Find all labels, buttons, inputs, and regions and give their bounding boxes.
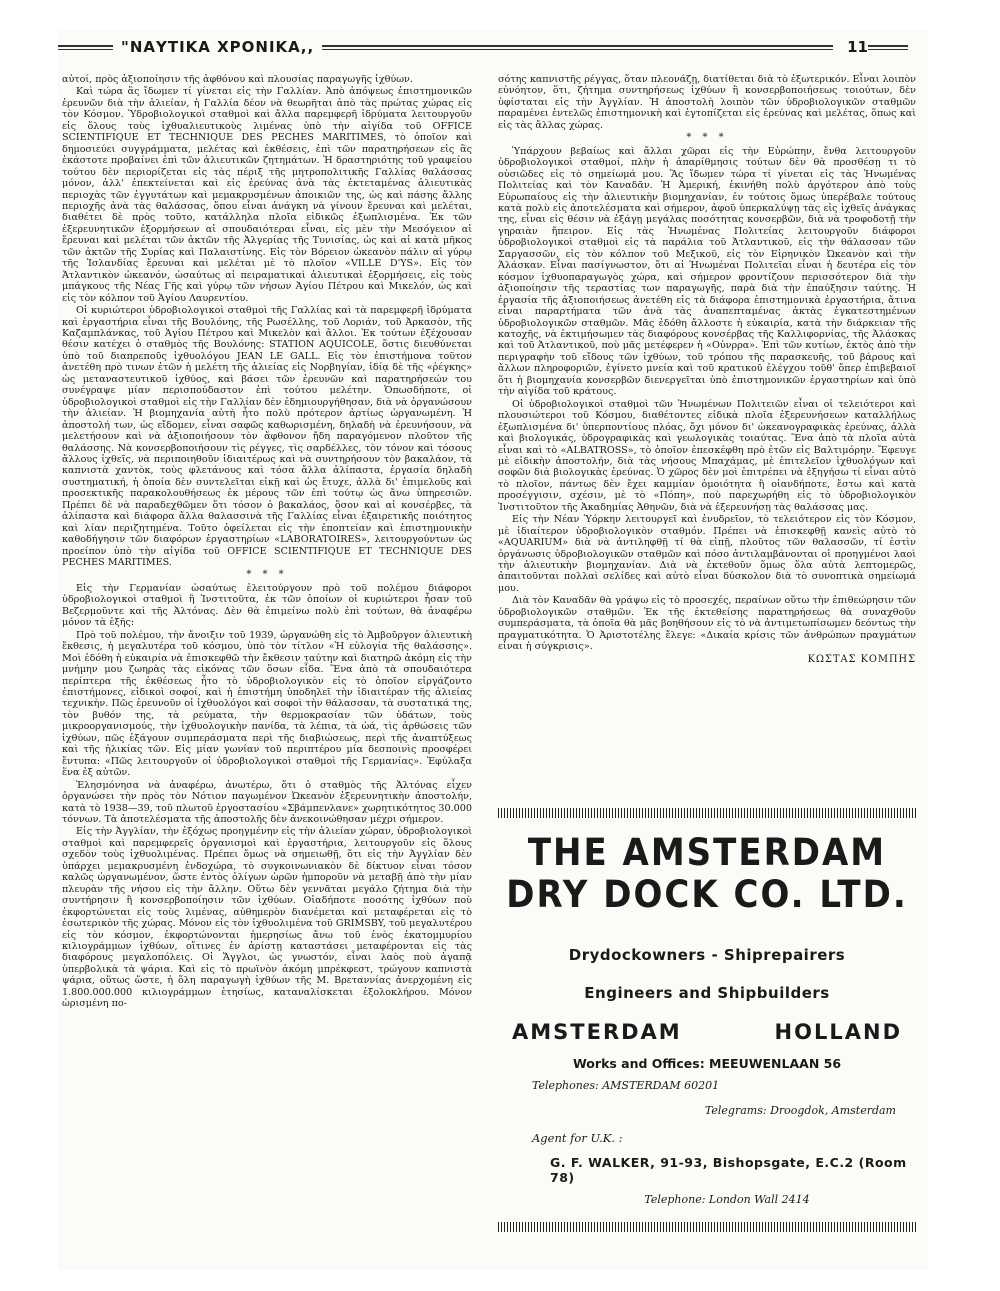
page-header [58,36,908,58]
right-column [498,74,916,666]
section-separator: * * * [686,132,728,144]
ad-city: AMSTERDAM [512,1020,682,1044]
header-rule-left [58,45,113,50]
article-paragraph: Ἐλησμόνησα νὰ ἀναφέρω, ἀνωτέρω, ὅτι ὁ σταθμὸς τῆς Ἀλτόνας εἶχεν ὀργανώσει τὴν πρὸς τὸν Νότιον παγωμένον Ὠκεανὸν ἐξερευνητικὴν ἀποστολήν, κατὰ τὸ 1938—39, τοῦ πλωτοῦ ἐργοστασίου «Σβάμπενλανε» χωρητικότητος 30.000 τόννων. Τὰ ἀποτελέσματα τῆς ἀποστολῆς δὲν ἀνεκοινώθησαν μέχρι σήμερον. [62,779,472,825]
left-column [62,74,472,1011]
page-number: 11 [847,38,868,56]
article-paragraph: Καὶ τώρα ἂς ἴδωμεν τί γίνεται εἰς τὴν Γαλλίαν. Ἀπὸ ἀπόψεως ἐπιστημονικῶν ἐρευνῶν διὰ τὴν ἁλιείαν, ἡ Γαλλία δέον νὰ θεωρῆται ἀπὸ τὰς πρώτας χώρας εἰς τὸν Κόσμον. Ὑδροβιολογικοὶ σταθμοὶ καὶ ἄλλα παρεμφερῆ ἱδρύματα λειτουργοῦν εἰς ὅλους τοὺς ἰχθυαλιευτικοὺς λιμένας ὑπὸ τὴν αἰγίδα τοῦ OFFICE SCIENTIFIQUE ET TECHNIQUE DES PECHES MARITIMES, τὸ ὁποῖον καὶ δημοσιεύει συγγράμματα, μελέτας καὶ ἐκθέσεις, ἐπὶ τῶν παρατηρήσεων εἰς ἃς ἑκάστοτε προβαίνει ἐπὶ τῶν ἁλιευτικῶν ζητημάτων. Ἡ δραστηριότης τοῦ γραφείου τούτου δὲν περιορίζεται εἰς τὰς πέριξ τῆς μητροπολιτικῆς Γαλλίας θαλάσσας μόνον, ἀλλ' ἐπεκτείνεται καὶ εἰς ἐρεύνας ἀνὰ τὰς ἐκτεταμένας ἁλιευτικὰς περιοχὰς τῶν ἐγγυτάτων καὶ μεμακρυσμένων ἀποικιῶν της, ὡς καὶ πάσης ἄλλης περιοχῆς ἀνὰ τὰς θαλάσσας, ὅπου εἶναι ἀνάγκη νὰ γίνουν ἔρευναι καὶ μελέται, διαθέτει δὲ πρὸς τοῦτο, κατάλληλα πλοῖα εἰδικῶς ἐξωπλισμένα. Ἐκ τῶν ἐξερευνητικῶν ἐξορμήσεων αἱ σπουδαιότεραι εἶναι, εἰς μὲν τὴν Μεσόγειον αἱ ἔρευναι καὶ μελέται τῶν ἀκτῶν τῆς Ἀλγερίας τῆς Τυνισίας, ὡς καὶ αἱ κατὰ μῆκος τῶν ἀκτῶν τῆς Συρίας καὶ Παλαιστίνης. Εἰς τὸν Βόρειον ὠκεανὸν πάλιν αἱ γύρῳ τῆς Ἰσλανδίας ἔρευναι καὶ μελέται μὲ τὸ πλοῖον «VILLE D'YS». Εἰς τὸν Ἀτλαντικὸν ὠκεανόν, ὡσαύτως αἱ πειραματικαὶ ἁλιευτικαὶ ἐξορμήσεις, εἰς τοὺς μπάγκους τῆς Νέας Γῆς καὶ γύρῳ τῶν νήσων Ἁγίου Πέτρου καὶ Μικελόν, ὡς καὶ εἰς τὸν κόλπον τοῦ Ἁγίου Λαυρεντίου. [62,86,472,304]
header-rule-right [868,45,908,50]
author-signature: ΚΩΣΤΑΣ ΚΟΜΠΗΣ [807,653,916,665]
ad-works-address: Works and Offices: MEEUWENLAAN 56 [572,1056,842,1071]
ad-telephones: Telephones: AMSTERDAM 60201 [532,1079,720,1092]
article-paragraph: Πρὸ τοῦ πολέμου, τὴν ἄνοιξιν τοῦ 1939, ὠργανώθη εἰς τὸ Ἀμβοῦργον ἁλιευτικὴ ἔκθεσις, ἡ μεγαλυτέρα τοῦ κόσμου, ὑπὸ τὸν τίτλον «Ἡ εὐλογία τῆς θαλάσσης». Μοὶ ἐδόθη ἡ εὐκαιρία νὰ ἐπισκεφθῶ τὴν ἔκθεσιν ταύτην καὶ διατηρῶ ἀκόμη εἰς τὴν μνήμην μου ζωηρὰς τὰς εἰκόνας τῶν ὅσων εἶδα. Ἕνα ἀπὸ τὰ σπουδαιότερα περίπτερα τῆς ἐκθέσεως ἦτο τὸ ὑδροβιολογικὸν εἰς τὸ ὁποῖον εἰργάζοντο ἐπιστήμονες, εἰδικοὶ σοφοί, καὶ ἡ ἐπιστήμη ὑποδηλεῖ τὴν ἰδιαιτέραν τῆς ἁλιείας τεχνικὴν. Πῶς ἐρευνοῦν οἱ ἰχθυολόγοι καὶ σοφοὶ τὴν θάλασσαν, τὰ συστατικά της, τὸν βυθόν της, τὰ ρεύματα, τὴν θερμοκρασίαν τῶν ὑδάτων, τοὺς μικροοργανισμούς, τὴν ἰχθυολογικὴν πανίδα, τὰ λέπια, τὰ ὠά, τὶς ἀρθώσεις τῶν ἰχθύων, πῶς ἐξάγουν συμπεράσματα περὶ τῆς διαβιώσεως, περὶ τῆς ἀναπτύξεως καὶ τῆς ἡλικίας τῶν. Εἰς μίαν γωνίαν τοῦ περιπτέρου μία δεσποινὶς προσφέρει ἔντυπα: «Πῶς λειτουργοῦν οἱ ὑδροβιολογικοὶ σταθμοὶ τῆς Γερμανίας». Ἐφύλαξα ἕνα ἐξ αὐτῶν. [62,629,472,779]
ad-border-top [498,808,916,818]
ad-telegrams: Telegrams: Droogdok, Amsterdam [704,1104,896,1117]
article-paragraph: Οἱ κυριώτεροι ὑδροβιολογικοὶ σταθμοὶ τῆς Γαλλίας καὶ τὰ παρεμφερῆ ἱδρύματα καὶ ἐργαστήρια εἶναι τῆς Βουλόνης, τῆς Ρωσέλλης, τοῦ Λοριάν, τοῦ Ἀρκασὸν, τῆς Καζαμπλάνκας, τοῦ Ἁγίου Πέτρου καὶ Μικελὸν καὶ ἄλλοι. Ἐκ τούτων ἐξέχουσαν θέσιν κατέχει ὁ σταθμὸς τῆς Βουλόνης: STATION AQUICOLE, ὅστις διευθύνεται ὑπὸ τοῦ διαπρεποῦς ἰχθυολόγου JEAN LE GALL. Εἰς τὸν ἐπιστήμονα τοῦτον ἀνετέθη πρὸ τινων ἐτῶν ἡ μελέτη τῆς ἁλιείας εἰς Νορβηγίαν, ἰδίᾳ δὲ τῆς «ῥέγκης» ὡς μεταναστευτικοῦ ἰχθύος, καὶ βάσει τῶν ἐρευνῶν καὶ παρατηρήσεών του συνέγραψε μίαν περισπούδαστον ἐπὶ τούτου μελέτην. Ὁπωσδήποτε, οἱ ὑδροβιολογικοὶ σταθμοὶ εἰς τὴν Γαλλίαν δὲν ἐδημιουργήθησαν, διὰ νὰ ὀργανώσουν τὴν ἁλιείαν. Ἡ βιομηχανία αὐτὴ ἦτο πολὺ πρότερον ἀρτίως ὠργανωμένη. Ἡ ἀποστολή των, ὡς εἴδομεν, εἶναι σαφῶς καθωρισμένη, δηλαδὴ νὰ ἐρευνήσουν, νὰ μελετήσουν καὶ νὰ ἀξιοποιήσουν τὸν ἄφθονον ἤδη παραγόμενον πλοῦτον τῆς θαλάσσης. Νὰ κονσερβοποιήσουν τὶς ρέγγες, τὶς σαρδέλλες, τὸν τόνον καὶ τόσους ἄλλους ἰχθεῖς, νὰ περιποιηθοῦν ἰδιαιτέρως καὶ νὰ συντηρήσουν τὸν βακαλάον, τὰ καπνιστὰ χαντὸκ, τοὺς φλετάνους καὶ τόσα ἄλλα ἁλίπαστα, ἐργασία δηλαδὴ συστηματική, ἡ ὁποία δὲν συντελεῖται εἰκῇ καὶ ὡς ἔτυχε, ἀλλὰ δι' ἐπιμελοῦς καὶ προσεκτικῆς παρακολουθήσεως ἐκ μέρους τῶν ἐπὶ τούτῳ ὡς ἄνω ὑπηρεσιῶν. Πρέπει δὲ νὰ παραδεχθῶμεν ὅτι τόσον ὁ βακαλάος, ὅσον καὶ αἱ κονσέρβες, τὰ ἁλίπαστα καὶ διάφορα ἄλλα θαλασσινὰ τῆς Γαλλίας εἶναι ἐξαιρετικῆς ποιότητος καὶ λίαν περιζητημένα. Τοῦτο ὀφείλεται εἰς τὴν ἐποπτείαν καὶ ἐπιστημονικὴν καθοδήγησιν τῶν διαφόρων ἐργαστηρίων «LABORATOIRES», λειτουργούντων ὡς προείπον ὑπὸ τὴν αἰγίδα τοῦ OFFICE SCIENTIFIQUE ET TECHNIQUE DES PECHES MARITIMES. [62,305,472,569]
article-paragraph: Εἰς τὴν Ἀγγλίαν, τὴν ἐξόχως προηγμένην εἰς τὴν ἁλιείαν χώραν, ὑδροβιολογικοὶ σταθμοὶ καὶ παρεμφερεῖς ὀργανισμοὶ καὶ ἐργαστήρια, λειτουργοῦν εἰς ὅλους σχεδὸν τοὺς ἰχθυολιμένας. Πρέπει ὅμως νὰ σημειωθῇ, ὅτι εἰς τὴν Ἀγγλίαν δὲν ὑπάρχει μεμακρυσμένη ἐνδοχώρα, τὸ συγκοινωνιακὸν δὲ δίκτυον εἶναι τόσον καλῶς ὠργανωμένον, ὥστε ἐντὸς ὀλίγων ὡρῶν ἠμποροῦν νὰ μεταβῇ ἀπὸ τὴν μίαν πλευρὰν τῆς νήσου εἰς τὴν ἄλλην. Οὕτω δὲν γεννᾶται μεγάλο ζήτημα διὰ τὴν συντήρησιν ἢ κονσερβοποίησιν τῶν ἰχθύων. Οἱαδήποτε ποσότης ἰχθύων ποὺ ἐκφορτώνεται εἰς τοὺς λιμένας, αὐθημερὸν διανέμεται καὶ μεταφέρεται εἰς τὸ ἐσωτερικὸν τῆς χώρας. Μόνον εἰς τὸν ἰχθυολιμένα τοῦ GRIMSBY, τοῦ μεγαλυτέρου εἰς τὸν κόσμον, ἐκφορτώνονται ἡμερησίως ἄνω τοῦ ἑνὸς ἑκατομμυρίου κιλιογράμμων ἰχθύων, οἵτινες ἐν ἀρίστῃ καταστάσει μεταφέρονται εἰς τὰς διαφόρους μεγαλοπόλεις. Οἱ Ἄγγλοι, ὡς γνωστόν, εἶναι λαὸς ποὺ ἀγαπᾷ ὑπερβολικὰ τὰ ψάρια. Καὶ εἰς τὸ πρωϊνὸν ἀκόμη μπρέκφεστ, τρώγουν καπνιστὰ ψάρια, οὕτως ὥστε, ἡ ὅλη παραγωγὴ ἰχθύων τῆς Μ. Βρεταννίας ἀνερχομένη εἰς 1.800.000.000 κιλιογράμμων ἐτησίως, καταναλίσκεται ἐξολοκλήρου. Μόνον ὡρισμένη πο- [62,826,472,1010]
section-separator: * * * [246,569,288,581]
ad-tagline-2: Engineers and Shipbuilders [584,984,830,1002]
ad-tagline-1: Drydockowners - Shiprepairers [568,946,846,964]
article-paragraph: Εἰς τὴν Νέαν Ὑόρκην λειτουργεῖ καὶ ἐνυδρεῖον, τὸ τελειότερον εἰς τὸν Κόσμον, μὲ ἰδιαίτερον ὑδροβιολογικὸν σταθμόν. Πρέπει νὰ ἐπισκεφθῇ κανεὶς αὐτὸ τὸ «AQUARIUM» διὰ νὰ ἀντιληφθῇ τί θὰ εἰπῇ, πλοῦτος τῶν θαλασσῶν, τί ἐστὶν ὀργάνωσις ὑδροβιολογικῶν σταθμῶν καὶ πόσο ἀντιλαμβάνονται οἱ προηγμένοι λαοὶ τὴν ἁλιευτικὴν βιομηχανίαν. Διὰ νὰ ἐκτεθοῦν ὅμως ὅλα αὐτὰ λεπτομερῶς, ἀπαιτοῦνται πολλαὶ σελίδες καὶ αὐτὸ εἶναι δύσκολον διὰ τὸ συνοπτικὰ σημείωμά μου. [498,514,916,594]
ad-agent-label: Agent for U.K. : [532,1131,623,1145]
article-paragraph: Οἱ ὑδροβιολογικοὶ σταθμοὶ τῶν Ἡνωμένων Πολιτειῶν εἶναι οἱ τελειότεροι καὶ πλουσιώτεροι τοῦ Κόσμου, διαθέτοντες εἰδικὰ πλοῖα ἐξερευνήσεων καταλλήλως ἐξωπλισμένα δι' ὑπερποντίους πλόας, ὄχι μόνον δι' ὠκεανογραφικὰς ἐρεύνας, ἀλλὰ καὶ βιολογικάς, ὑδρογραφικὰς καὶ γεωλογικὰς τοιαύτας. Ἕνα ἀπὸ τὰ πλοῖα αὐτὰ εἶναι καὶ τὸ «ALBATROSS», τὸ ὁποῖον ἐπεσκέφθη πρὸ ἐτῶν εἰς Βαλτιμόρην. Ἔφευγε μὲ εἰδικὴν ἀποστολήν, διὰ τὰς νήσους Μπαχάμας, μὲ ἐπιτελεῖον ἰχθυολόγων καὶ σοφῶν διὰ βιολογικὰς ἐρεύνας. Ὁ χῶρος δὲν μοὶ ἐπιτρέπει νὰ ἐξηγήσω τί εἶναι αὐτὸ τὸ πλοῖον, πάντως δὲν ἔχει καμμίαν ὁμοιότητα ἢ οἱανδήποτε, ἔστω καὶ κατὰ προσέγγισιν, σχέσιν, μὲ τὸ «Πόπη», ποὺ παρεχωρήθη εἰς τὸ ὑδροβιολογικὸν Ἰνστιτοῦτον τῆς Ἀκαδημίας Ἀθηνῶν, διὰ νὰ ἐξερευνήσῃ τὰς θαλάσσας μας. [498,398,916,513]
article-paragraph: Εἰς τὴν Γερμανίαν ὡσαύτως ἐλειτούργουν πρὸ τοῦ πολέμου διάφοροι ὑδροβιολογικοὶ σταθμοὶ ἢ Ἰνστιτοῦτα, ἐκ τῶν ὁποίων οἱ κυριώτεροι ἦσαν τοῦ Βεζερμοῦντε καὶ τῆς Ἀλτόνας. Δὲν θὰ ἐπιμείνω πολὺ ἐπὶ τούτων, θὰ ἀναφέρω μόνον τὰ ἑξῆς: [62,582,472,629]
amsterdam-dry-dock-advertisement [498,808,916,1238]
ad-border-bottom [498,1222,916,1232]
newspaper-page [58,30,928,1270]
article-paragraph: Διὰ τὸν Καναδᾶν θὰ γράψω εἰς τὸ προσεχές, περαίνων οὕτω τὴν ἐπιθεώρησιν τῶν ὑδροβιολογικῶν σταθμῶν. Ἐκ τῆς ἐκτεθείσης παρατηρήσεως θὰ συναχθοῦν συμπεράσματα, τὰ ὁποῖα θὰ μᾶς βοηθήσουν εἰς τὸ νὰ ἀντιμετωπίσωμεν δεόντως τὴν πραγματικότητα. Ὁ Ἀριστοτέλης ἔλεγε: «Δικαία κρίσις τῶν ἀνθρώπων πραγμάτων εἶναι ἡ σύγκρισις». [498,595,916,653]
ad-location-row [498,1020,916,1044]
article-paragraph: σότης καπνιστῆς ρέγγας, ὅταν πλεονάζῃ, διατίθεται διὰ τὸ ἐξωτερικόν. Εἶναι λοιπὸν εὐνόητον, ὅτι, ζήτημα συντηρήσεως ἰχθύων ἢ κονσερβοποιήσεως τοιούτων, δὲν ὑφίσταται εἰς τὴν Ἀγγλίαν. Ἡ ἀποστολὴ λοιπὸν τῶν ὑδροβιολογικῶν σταθμῶν παραμένει ἐντελῶς ἐπιστημονικὴ καὶ ἐγτοπίζεται εἰς ἐρεύνας καὶ μελέτας, ὅπως καὶ εἰς τὰς ἄλλας χώρας. [498,74,916,131]
ad-company-name-line2: DRY DOCK CO. LTD. [506,873,908,917]
article-paragraph: Ὑπάρχουν βεβαίως καὶ ἄλλαι χῶραι εἰς τὴν Εὐρώπην, ἔνθα λειτουργοῦν ὑδροβιολογικοὶ σταθμοί, πλὴν ἡ ἀπαρίθμησις τούτων δὲν θὰ προσθέσῃ τι τὸ οὐσιῶδες εἰς τὸ σημείωμά μου. Ἂς ἴδωμεν τώρα τί γίνεται εἰς τὰς Ἡνωμένας Πολιτείας καὶ τὸν Καναδᾶν. Ἡ Ἀμερική, ἐκινήθη πολὺ ἀργότερον ἀπὸ τοὺς Εὐρωπαίους εἰς τὴν ἁλιευτικὴν βιομηχανίαν, ἐν τούτοις ὅμως ὑπερέβαλε τούτους κατὰ πολὺ εἰς ἀποτελέσματα καὶ σήμερον, ἀφοῦ ὑπερκαλύψῃ τὰς εἰς ἰχθεῖς ἀνάγκας της, εἶναι εἰς θέσιν νὰ ἐξάγῃ μεγάλας ποσότητας κονσερβῶν, διὰ νὰ τροφοδοτῇ τὴν γηραιὰν ἤπειρον. Εἰς τὰς Ἡνωμένας Πολιτείας λειτουργοῦν διάφοροι ὑδροβιολογικοὶ σταθμοὶ εἰς τὰ παράλια τοῦ Ἀτλαντικοῦ, εἰς τὴν θάλασσαν τῶν Σαργασσῶν, εἰς τὸν κόλπον τοῦ Μεξικοῦ, εἰς τὸν Εἰρηνικὸν Ὠκεανὸν καὶ τὴν Ἀλάσκαν. Εἶναι πασίγνωστον, ὅτι αἱ Ἡνωμέναι Πολιτεῖαι εἶναι ἡ δευτέρα εἰς τὸν κόσμον ἰχθυοπαραγωγὸς χώρα, καὶ σήμερον φροντίζουν περισσότερον διὰ τὴν ἀξιοποίησιν τῆς τεραστίας των παραγωγῆς, παρὰ διὰ τὴν ἐπαύξησιν ταύτης. Ἡ ἐργασία τῆς ἀξιοποιήσεως ἀνετέθη εἰς τὰ διάφορα ἐπιστημονικὰ ἐργαστήρια, ἅτινα εἶναι παραρτήματα τῶν ἀνὰ τὰς ἀναπεπταμένας ἀκτὰς ἐγκατεστημένων ὑδροβιολογικῶν σταθμῶν. Μᾶς ἐδόθη ἄλλοστε ἡ εὐκαιρία, κατὰ τὴν διάρκειαν τῆς κατοχῆς, νὰ ἐκτιμήσωμεν τὰς διαφόρους κονσέρβας τῆς Καλλιφορνίας, τῆς Ἀλάσκας καὶ τοῦ Ἀτλαντικοῦ, ποὺ μᾶς μετέφερεν ἡ «Οὐνρρα». Ἐπὶ τῶν κυτίων, ἐκτὸς ἀπὸ τὴν περιγραφὴν τοῦ εἴδους τῶν ἰχθύων, τοῦ τρόπου τῆς παρασκευῆς, τοῦ βάρους καὶ ἄλλων πληροφοριῶν, ἐγίνετο μνεία καὶ τοῦ κρατικοῦ ἐλέγχου τοῦθ' ὅπερ ἐπιβεβαιοῖ ὅτι ἡ βιομηχανία κονσερβῶν διενεργεῖται ὑπὸ ἐπιστημονικῶν ἐργαστηρίων καὶ ὑπὸ τὴν αἰγίδα τοῦ κράτους. [498,145,916,398]
journal-title: "ΝΑΥΤΙΚΑ ΧΡΟΝΙΚΑ,, [121,38,315,56]
ad-company-name-line1: THE AMSTERDAM [527,831,887,875]
header-rule-middle [322,45,833,50]
ad-agent-address: G. F. WALKER, 91-93, Bishopsgate, E.C.2 (Room 78) [550,1155,907,1185]
ad-agent-telephone: Telephone: London Wall 2414 [644,1193,810,1206]
ad-country: HOLLAND [774,1020,902,1044]
article-paragraph: αὐτοί, πρὸς ἀξιοποίησιν τῆς ἀφθόνου καὶ πλουσίας παραγωγῆς ἰχθύων. [62,74,413,85]
